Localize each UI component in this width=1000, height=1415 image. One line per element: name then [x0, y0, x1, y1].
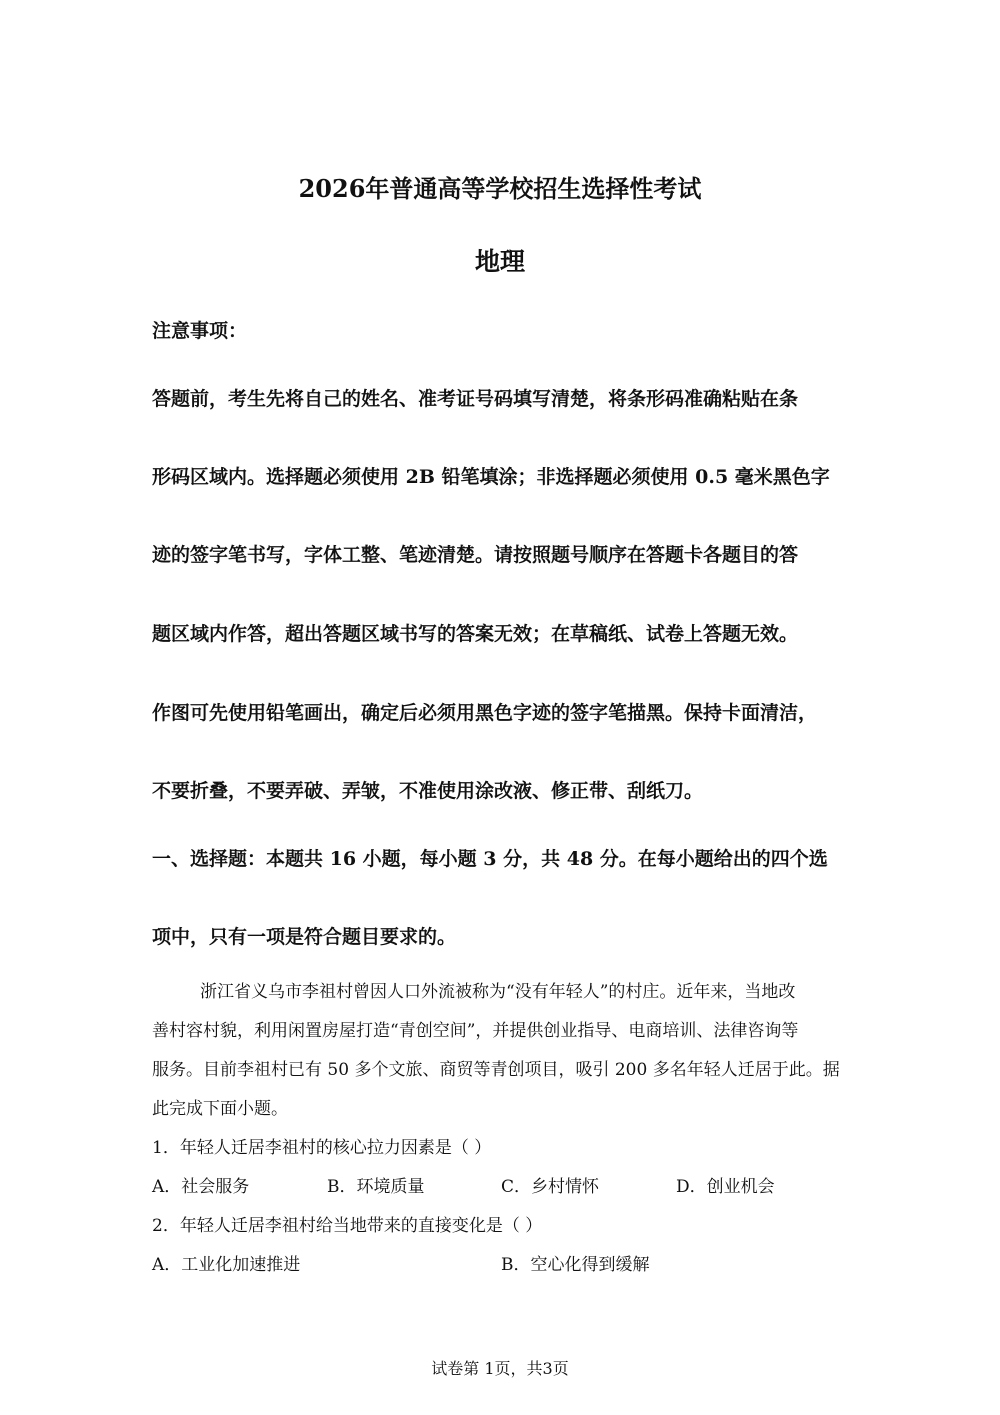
notice-label: 注意事项：: [152, 320, 248, 342]
passage-line: 此完成下面小题。: [152, 1099, 288, 1119]
option-b: B．空心化得到缓解: [501, 1255, 650, 1275]
question-stem: 2．年轻人迁居李祖村给当地带来的直接变化是（ ）: [152, 1216, 543, 1236]
option-a: A．工业化加速推进: [152, 1255, 301, 1275]
page-footer: 试卷第 1页，共3页: [431, 1359, 569, 1378]
option-c: C．乡村情怀: [501, 1177, 600, 1197]
section-heading-line: 项中，只有一项是符合题目要求的。: [152, 926, 457, 948]
option-a: A．社会服务: [152, 1177, 250, 1197]
section-heading-line: 一、选择题：本题共 16 小题，每小题 3 分，共 48 分。在每小题给出的四个选: [152, 848, 828, 870]
passage-line: 浙江省义乌市李祖村曾因人口外流被称为“没有年轻人”的村庄。近年来，当地改: [200, 982, 796, 1002]
passage-line: 善村容村貌，利用闲置房屋打造“青创空间”，并提供创业指导、电商培训、法律咨询等: [152, 1021, 799, 1041]
exam-title: 2026年普通高等学校招生选择性考试: [298, 174, 702, 203]
notice-line: 作图可先使用铅笔画出，确定后必须用黑色字迹的签字笔描黑。保持卡面清洁，: [152, 702, 818, 724]
question-stem: 1．年轻人迁居李祖村的核心拉力因素是（ ）: [152, 1138, 492, 1158]
notice-line: 迹的签字笔书写，字体工整、笔迹清楚。请按照题号顺序在答题卡各题目的答: [152, 544, 799, 566]
option-d: D．创业机会: [676, 1177, 775, 1197]
subject-title: 地理: [474, 247, 525, 276]
notice-line: 不要折叠，不要弄破、弄皱，不准使用涂改液、修正带、刮纸刀。: [152, 780, 704, 802]
notice-line: 形码区域内。选择题必须使用 2B 铅笔填涂；非选择题必须使用 0.5 毫米黑色字: [152, 466, 830, 488]
notice-line: 题区域内作答，超出答题区域书写的答案无效；在草稿纸、试卷上答题无效。: [152, 623, 799, 645]
passage-line: 服务。目前李祖村已有 50 多个文旅、商贸等青创项目，吸引 200 多名年轻人迁居于此。据: [152, 1060, 840, 1080]
option-b: B．环境质量: [327, 1177, 425, 1197]
notice-line: 答题前，考生先将自己的姓名、准考证号码填写清楚，将条形码准确粘贴在条: [152, 388, 799, 410]
